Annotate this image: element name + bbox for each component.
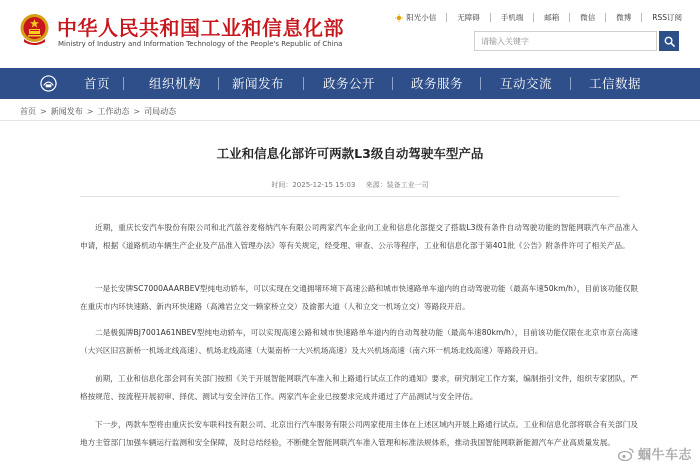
top-link-weibo[interactable] bbox=[616, 12, 631, 23]
sun-icon bbox=[395, 14, 403, 22]
divider bbox=[533, 13, 534, 22]
divider bbox=[490, 13, 491, 22]
nav-divider bbox=[303, 77, 304, 90]
nav-divider bbox=[570, 77, 571, 90]
nav-divider bbox=[392, 77, 393, 90]
article-title: 工业和信息化部许可两款L3级自动驾驶车型产品 bbox=[216, 146, 484, 161]
nav-organization[interactable]: 组织机构 bbox=[149, 76, 202, 91]
nav-data[interactable]: 工信数据 bbox=[589, 76, 642, 91]
article-paragraph: 一是长安牌SC7000AAARBEV型纯电动轿车，可以实现在交通拥堵环境下高速公路和城市快速路单车道内的自动驾驶功能（最高车速50km/h），目前该功能仅限在重庆市内环快速路、新内环快速路（高滩岩立交一赖家桥立交）及渝都大道（人和立交一机场立交）等路段开启。 bbox=[80, 284, 638, 311]
weibo-logo-icon bbox=[618, 447, 634, 461]
breadcrumb-separator: > bbox=[40, 107, 47, 116]
watermark-text: 蝈牛车志 bbox=[637, 448, 692, 463]
top-link-rss[interactable] bbox=[652, 12, 682, 23]
nav-home[interactable]: 首页 bbox=[84, 76, 111, 91]
article-paragraph: 下一步，两款车型将由重庆长安车联科技有限公司、北京出行汽车服务有限公司两家使用主体在上述区域内开展上路通行试点。工业和信息化部将联合有关部门及地方主管部门加强车辆运行监测和安全保障，及时总结经验，不断健全智能网联汽车准入管理和标准法规体系，推动我国智能网联新能源汽车产业高质量发展。 bbox=[80, 420, 638, 447]
watermark bbox=[618, 444, 692, 463]
top-link-label: 手机端 bbox=[500, 13, 524, 22]
article-meta bbox=[0, 180, 700, 190]
article-paragraph: 近期，重庆长安汽车股份有限公司和北汽蓝谷麦格纳汽车有限公司两家汽车企业向工业和信息化部提交了搭载L3级有条件自动驾驶功能的智能网联汽车产品准入申请，根据《道路机动车辆生产企业及产品准入管理办法》等有关规定，经受理、审查、公示等程序，工业和信息化部于第401批《公告》附条件许可了相关产品。 bbox=[80, 223, 638, 250]
article-paragraph: 前期，工业和信息化部会同有关部门按照《关于开展智能网联汽车准入和上路通行试点工作的通知》要求，研究制定工作方案，编制指引文件，组织专家团队，严格按规范、按流程开展初审、择优、测试与安全评估工作。两家汽车企业已按要求完成并通过了产品测试与安全评估。 bbox=[80, 374, 638, 401]
nav-divider bbox=[123, 77, 124, 90]
article-time: 时间：2025-12-15 15:03 bbox=[271, 181, 356, 189]
nav-divider bbox=[480, 77, 481, 90]
site-title-en: Ministry of Industry and Information Technology of the People's Republic of China bbox=[58, 40, 343, 48]
top-link-label: RSS订阅 bbox=[652, 13, 682, 22]
top-link-wechat[interactable] bbox=[580, 12, 595, 23]
breadcrumb bbox=[20, 106, 176, 117]
search-button[interactable] bbox=[659, 31, 679, 51]
divider bbox=[446, 13, 447, 22]
divider bbox=[0, 120, 700, 121]
top-link-label: 微博 bbox=[616, 13, 632, 22]
top-link-label: 无障碍 bbox=[457, 13, 480, 22]
nav-interaction[interactable]: 互动交流 bbox=[500, 76, 553, 91]
divider bbox=[605, 13, 606, 22]
top-link-mobile[interactable] bbox=[501, 12, 524, 23]
nav-government-services[interactable]: 政务服务 bbox=[411, 76, 464, 91]
top-link-label: 阳光小信 bbox=[406, 13, 437, 22]
national-emblem-icon[interactable] bbox=[19, 12, 50, 47]
breadcrumb-separator: > bbox=[86, 107, 94, 116]
top-link-mail[interactable] bbox=[544, 12, 559, 23]
top-link-label: 邮箱 bbox=[544, 13, 560, 22]
nav-divider bbox=[218, 77, 219, 90]
nav-government-affairs[interactable]: 政务公开 bbox=[323, 76, 376, 91]
breadcrumb-work-updates[interactable]: 工作动态 bbox=[97, 107, 130, 116]
breadcrumb-news[interactable]: 新闻发布 bbox=[50, 107, 83, 116]
top-link-sunshine[interactable] bbox=[395, 12, 436, 23]
article-source: 来源：装备工业一司 bbox=[365, 181, 429, 189]
top-links bbox=[385, 12, 682, 23]
breadcrumb-separator: > bbox=[133, 107, 141, 116]
top-link-accessibility[interactable] bbox=[457, 12, 480, 23]
divider bbox=[80, 196, 620, 197]
search-input[interactable] bbox=[474, 31, 657, 51]
search-icon bbox=[664, 36, 675, 47]
main-nav bbox=[0, 68, 700, 99]
divider bbox=[569, 13, 570, 22]
home-logo-icon bbox=[40, 75, 57, 92]
search-box bbox=[474, 31, 679, 51]
article-paragraph: 二是极狐牌BJ7001A61NBEV型纯电动轿车，可以实现高速公路和城市快速路单车道内的自动驾驶功能（最高车速80km/h），目前该功能仅限在北京市京台高速（大兴区旧宫新桥一机场北线高速）、机场北线高速（大渠南桥一大兴机场高速）及大兴机场高速（南六环一机场北线高速）等路段开启。 bbox=[80, 328, 638, 355]
divider bbox=[641, 13, 642, 22]
site-header bbox=[0, 0, 700, 64]
breadcrumb-home[interactable]: 首页 bbox=[20, 107, 36, 116]
breadcrumb-bureau-updates[interactable]: 司局动态 bbox=[144, 107, 177, 116]
top-link-label: 微信 bbox=[580, 13, 596, 22]
site-title-cn[interactable]: 中华人民共和国工业和信息化部 bbox=[57, 16, 344, 40]
nav-news[interactable]: 新闻发布 bbox=[232, 76, 285, 91]
